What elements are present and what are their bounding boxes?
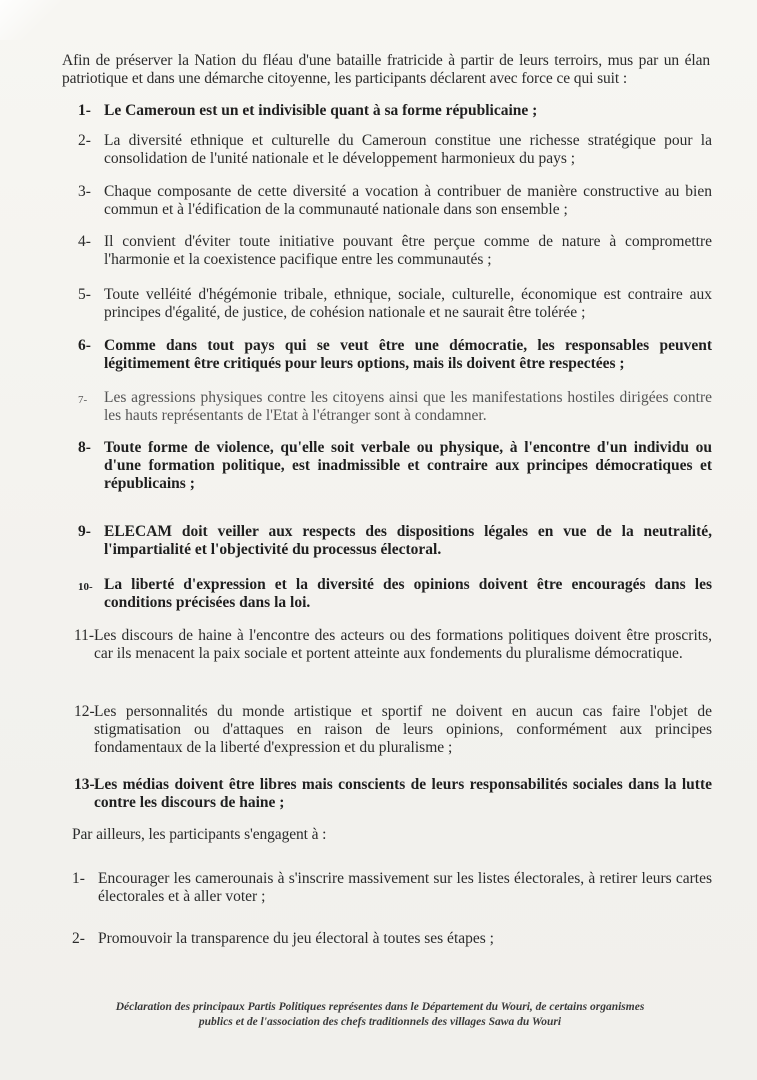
item-text: Les agressions physiques contre les citoyens ainsi que les manifestations hostiles dirigées contre les hauts représentants de l'Etat à l'étranger sont à condamner. bbox=[104, 389, 712, 424]
item-text: Toute forme de violence, qu'elle soit verbale ou physique, à l'encontre d'un individu ou d'une formation politique, est inadmissible et contraire aux principes démocratiques et républicains ; bbox=[104, 439, 712, 492]
transition-paragraph: Par ailleurs, les participants s'engagent à : bbox=[72, 826, 327, 843]
declaration-item-10 bbox=[78, 576, 712, 612]
item-text: ELECAM doit veiller aux respects des dispositions légales en vue de la neutralité, l'impartialité et l'objectivité du processus électoral. bbox=[104, 523, 712, 558]
item-text: Promouvoir la transparence du jeu électoral à toutes ses étapes ; bbox=[98, 930, 494, 947]
item-number: 9- bbox=[78, 523, 91, 540]
item-number: 3- bbox=[78, 183, 91, 200]
item-number: 10- bbox=[78, 581, 93, 593]
item-text: Les personnalités du monde artistique et sportif ne doivent en aucun cas faire l'objet de stigmatisation ou d'attaques en raison de leurs opinions, conformément aux principes fondamentaux de la liberté d'expression et du pluralisme ; bbox=[94, 703, 712, 756]
item-text: La liberté d'expression et la diversité des opinions doivent être encouragés dans les conditions précisées dans la loi. bbox=[104, 576, 712, 611]
item-number: 12- bbox=[74, 703, 95, 720]
item-number: 6- bbox=[78, 337, 91, 354]
declaration-item-4 bbox=[78, 233, 712, 269]
item-number: 11- bbox=[74, 627, 95, 644]
item-number: 1- bbox=[78, 102, 91, 119]
declaration-item-3 bbox=[78, 183, 712, 219]
declaration-item-5 bbox=[78, 286, 712, 322]
commitment-item-1 bbox=[72, 870, 712, 906]
item-text: Chaque composante de cette diversité a vocation à contribuer de manière constructive au bien commun et à l'édification de la communauté nationale dans son ensemble ; bbox=[104, 183, 712, 218]
item-number: 1- bbox=[72, 870, 85, 887]
declaration-item-11 bbox=[74, 627, 712, 663]
item-number: 7- bbox=[78, 394, 88, 406]
item-number: 13- bbox=[74, 776, 95, 793]
item-text: La diversité ethnique et culturelle du Cameroun constitue une richesse stratégique pour la consolidation de l'unité nationale et le développement harmonieux du pays ; bbox=[104, 132, 712, 167]
declaration-item-12 bbox=[74, 703, 712, 757]
item-text: Les médias doivent être libres mais conscients de leurs responsabilités sociales dans la lutte contre les discours de haine ; bbox=[94, 776, 712, 811]
item-text: Le Cameroun est un et indivisible quant à sa forme républicaine ; bbox=[104, 102, 538, 119]
intro-paragraph: Afin de préserver la Nation du fléau d'une bataille fratricide à partir de leurs terroirs, mus par un élan patriotique et dans une démarche citoyenne, les participants déclarent avec force ce qui suit : bbox=[62, 52, 710, 87]
item-text: Il convient d'éviter toute initiative pouvant être perçue comme de nature à compromettre l'harmonie et la coexistence pacifique entre les communautés ; bbox=[104, 233, 712, 268]
item-number: 5- bbox=[78, 286, 91, 303]
document-footer bbox=[40, 1000, 720, 1030]
item-number: 2- bbox=[78, 132, 91, 149]
commitment-item-2 bbox=[72, 930, 712, 948]
page-fold-highlight bbox=[0, 0, 70, 40]
footer-line-1: Déclaration des principaux Partis Politiques représentes dans le Département du Wouri, de certains organismes bbox=[115, 1001, 645, 1013]
item-number: 4- bbox=[78, 233, 91, 250]
declaration-item-7 bbox=[78, 389, 712, 425]
declaration-item-2 bbox=[78, 132, 712, 168]
declaration-item-6 bbox=[78, 337, 712, 373]
declaration-item-13 bbox=[74, 776, 712, 812]
item-text: Toute velléité d'hégémonie tribale, ethnique, sociale, culturelle, économique est contraire aux principes d'égalité, de justice, de cohésion nationale et ne saurait être tolérée ; bbox=[104, 286, 712, 321]
item-text: Les discours de haine à l'encontre des acteurs ou des formations politiques doivent être proscrits, car ils menacent la paix sociale et portent atteinte aux fondements du pluralisme démocratique. bbox=[94, 627, 712, 662]
declaration-item-9 bbox=[78, 523, 712, 559]
item-text: Comme dans tout pays qui se veut être une démocratie, les responsables peuvent légitimement être critiqués pour leurs options, mais ils doivent être respectées ; bbox=[104, 337, 712, 372]
item-number: 8- bbox=[78, 439, 91, 456]
item-number: 2- bbox=[72, 930, 85, 947]
footer-line-2: publics et de l'association des chefs traditionnels des villages Sawa du Wouri bbox=[198, 1016, 562, 1028]
item-text: Encourager les camerounais à s'inscrire massivement sur les listes électorales, à retirer leurs cartes électorales et à aller voter ; bbox=[98, 870, 712, 905]
declaration-item-1 bbox=[78, 102, 712, 120]
declaration-item-8 bbox=[78, 439, 712, 493]
